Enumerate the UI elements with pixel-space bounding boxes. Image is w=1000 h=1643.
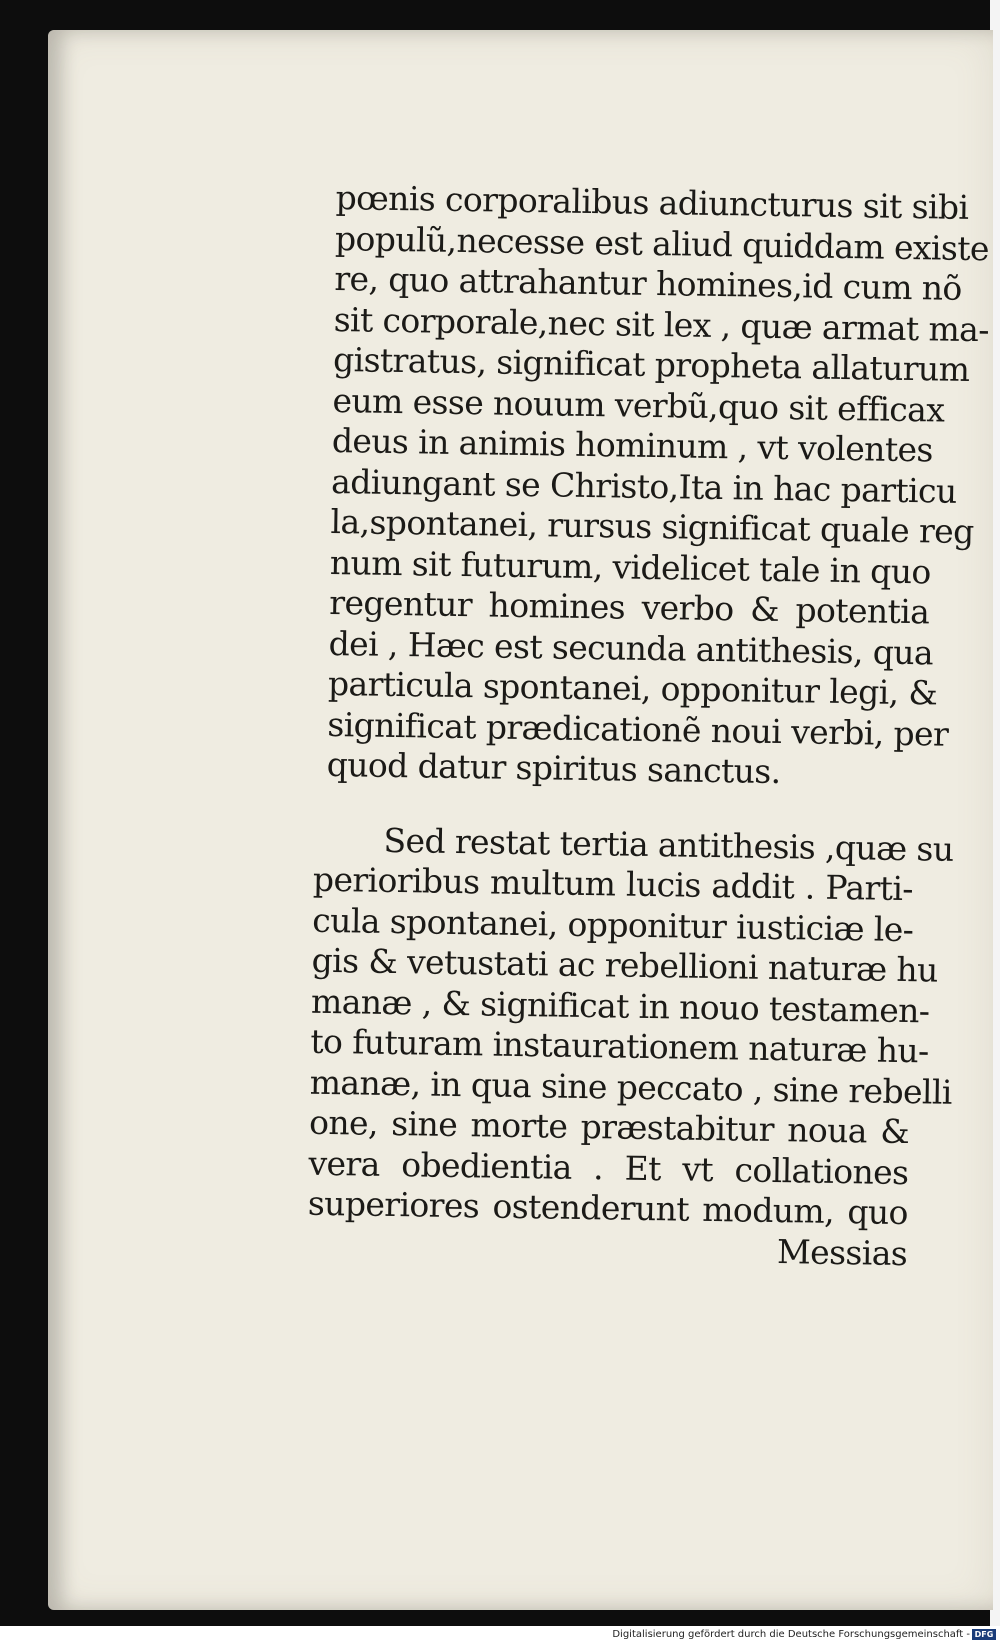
text-line: quod datur spiritus sanctus.: [326, 744, 781, 792]
text-line: one, sine morte præstabitur noua &: [308, 1102, 910, 1152]
text-line: re, quo attrahantur homines,id cum nõ: [334, 258, 963, 308]
text-line: particula spontanei, opponitur legi, &: [327, 663, 938, 713]
page-text: [307, 178, 990, 1275]
text-line: pœnis corporalibus adiuncturus sit sibi: [335, 178, 969, 227]
text-line: cula spontanei, opponitur iusticiæ le-: [312, 900, 914, 949]
dfg-logo-icon: DFG: [972, 1629, 996, 1640]
text-line: eum esse nouum verbũ,quo sit efficax: [332, 380, 945, 430]
catchword: Messias: [776, 1231, 908, 1273]
text-line: deus in animis hominum , vt volentes: [331, 420, 934, 470]
text-line: regentur homines verbo & potentia: [329, 582, 930, 632]
text-line: dei , Hæc est secunda antithesis, qua: [328, 623, 934, 672]
text-line: superiores ostenderunt modum, quo: [307, 1183, 909, 1233]
paragraph-2: [307, 819, 956, 1275]
text-line: Sed restat tertia antithesis ,quæ su: [383, 820, 954, 869]
text-line: manæ, in qua sine peccato , sine rebelli: [309, 1062, 953, 1112]
text-line: vera obedientia . Et vt collationes: [308, 1143, 909, 1192]
text-line: populũ,necesse est aliud quiddam existe: [334, 218, 990, 268]
footer-credit: Digitalisierung gefördert durch die Deutsche Forschungsgemeinschaft -: [612, 1629, 970, 1640]
text-line: manæ , & significat in nouo testamen-: [310, 981, 930, 1030]
text-line: significat prædicationẽ noui verbi, per: [327, 704, 949, 754]
text-line: sit corporale,nec sit lex , quæ armat ma-: [333, 299, 990, 349]
text-line: perioribus multum lucis addit . Parti-: [312, 859, 914, 909]
paragraph-1: [326, 178, 990, 795]
text-line: num sit futurum, videlicet tale in quo: [329, 542, 931, 591]
text-line: gis & vetustati ac rebellioni naturæ hu: [311, 940, 939, 990]
text-line: gistratus, significat propheta allaturum: [332, 339, 970, 389]
text-line: adiungant se Christo,Ita in hac particu: [330, 461, 957, 511]
text-line: la,spontanei, rursus significat quale reg: [330, 501, 974, 552]
text-line: to futuram instaurationem naturæ hu-: [310, 1021, 929, 1071]
book-page: [48, 30, 993, 1610]
